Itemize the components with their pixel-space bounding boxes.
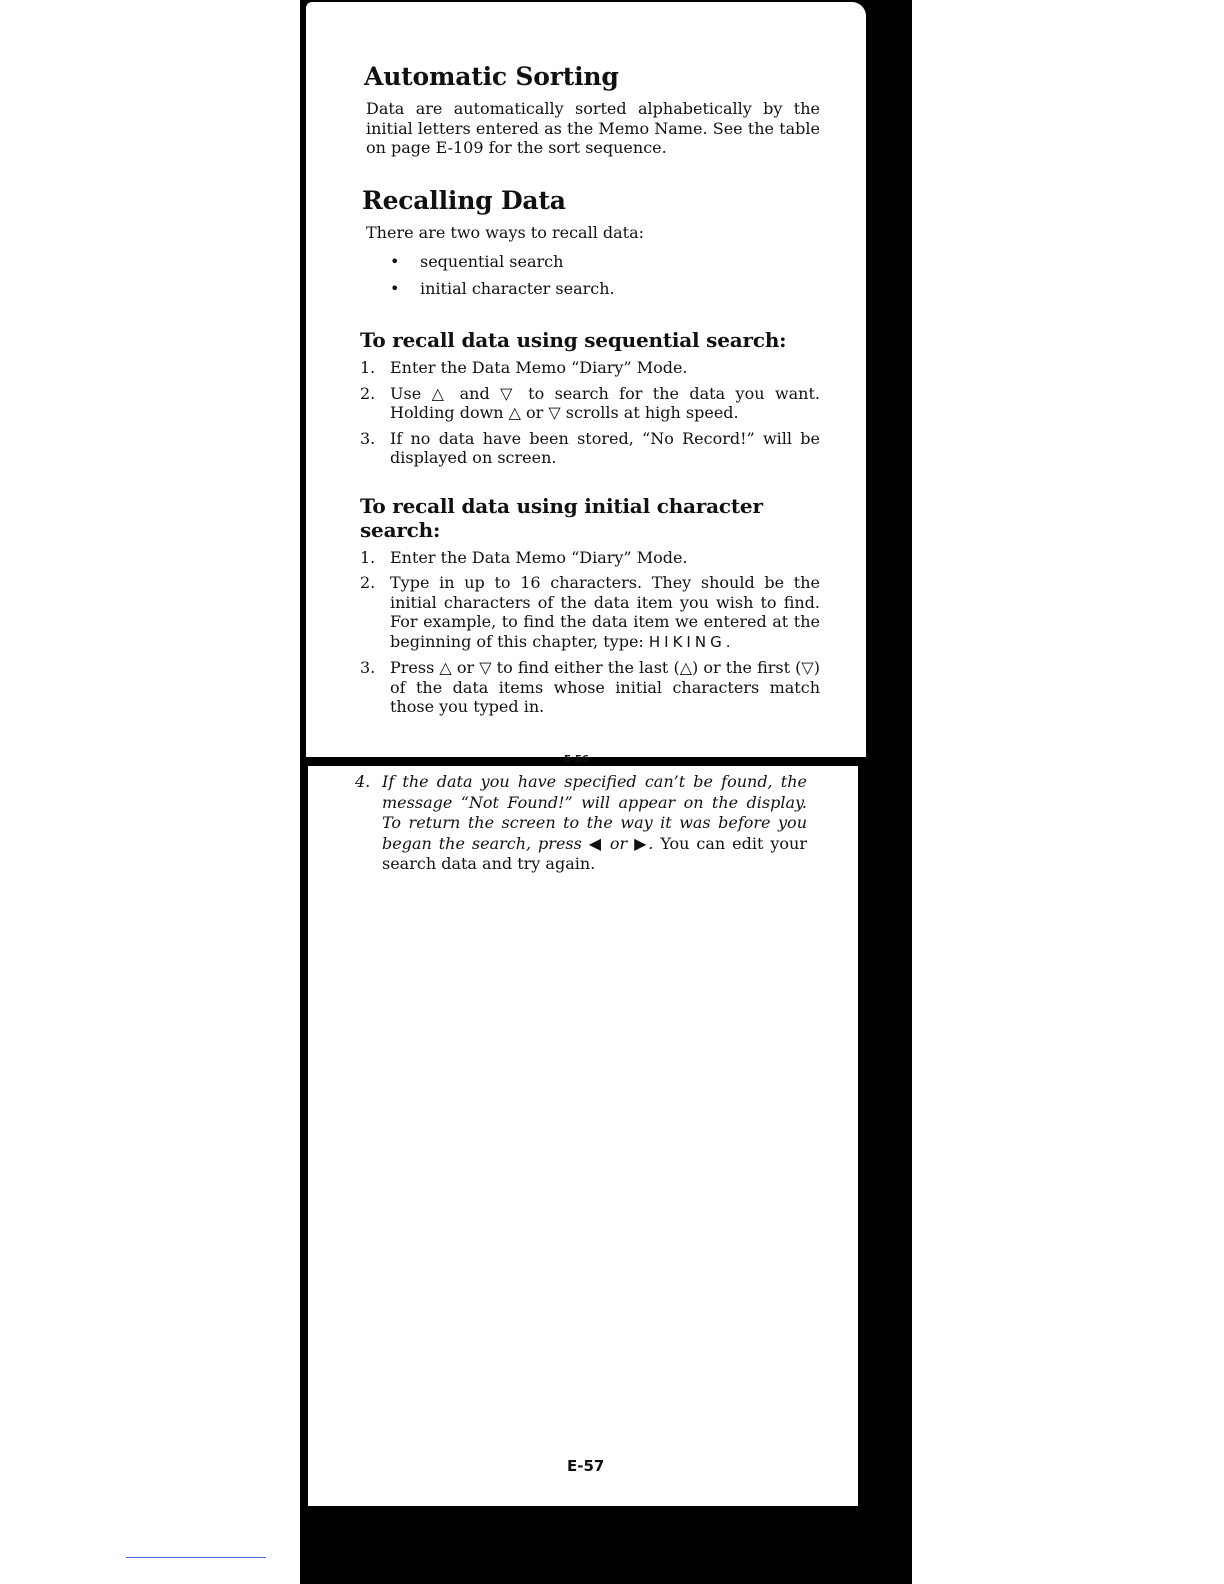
lower-page — [308, 766, 858, 1506]
main-content — [360, 62, 820, 723]
list-item: 3. Press △ or ▽ to find either the last (△) or the first (▽) of the data items whose initial characters match those you typed in. — [360, 658, 820, 716]
initial-steps — [360, 548, 820, 717]
list-item: • sequential search — [390, 252, 564, 271]
recall-methods-list — [390, 248, 820, 302]
sequential-steps — [360, 358, 820, 468]
list-item: 1. Enter the Data Memo “Diary” Mode. — [360, 547, 688, 567]
previous-page-mark: E-56 — [564, 754, 589, 765]
list-item: 3. If no data have been stored, “No Record!” will be displayed on screen. — [360, 428, 820, 467]
step-4-rest: You can edit your search data and try again. — [382, 833, 807, 873]
section-title-sorting: Automatic Sorting — [364, 62, 619, 91]
step-4-text: If the data you have specified can’t be found, the message “Not Found!” will appear on the display. To return the screen to the way it was before you began the search, press ◀ or ▶. — [382, 772, 807, 853]
list-item: 2. Use △ and ▽ to search for the data you want. Holding down △ or ▽ scrolls at high speed. — [360, 383, 820, 422]
key-sequence: HIKING. — [648, 632, 735, 651]
sequential-search-heading: To recall data using sequential search: — [360, 328, 787, 352]
sorting-paragraph: Data are automatically sorted alphabetically by the initial letters entered as the Memo Name. See the table on page E-109 for the sort sequence. — [366, 99, 820, 157]
list-item: • initial character search. — [390, 279, 615, 298]
decorative-line — [126, 1557, 266, 1558]
list-item: 2. Type in up to 16 characters. They should be the initial characters of the data item you wish to find. For example, to find the data item we entered at the beginning of this chapter, type: HIKING. — [360, 573, 820, 651]
list-item: 1. Enter the Data Memo “Diary” Mode. — [360, 358, 688, 377]
recalling-intro: There are two ways to recall data: — [366, 222, 645, 242]
page-number: E-57 — [567, 1457, 605, 1475]
section-title-recalling: Recalling Data — [362, 185, 566, 215]
initial-search-heading: To recall data using initial character search: — [360, 493, 763, 542]
continued-step-4: 4. If the data you have specified can’t be found, the message “Not Found!” will appear on the display. To return the screen to the way it was before you began the search, press ◀ or ▶. You can edit your search data and try again. — [355, 772, 807, 873]
